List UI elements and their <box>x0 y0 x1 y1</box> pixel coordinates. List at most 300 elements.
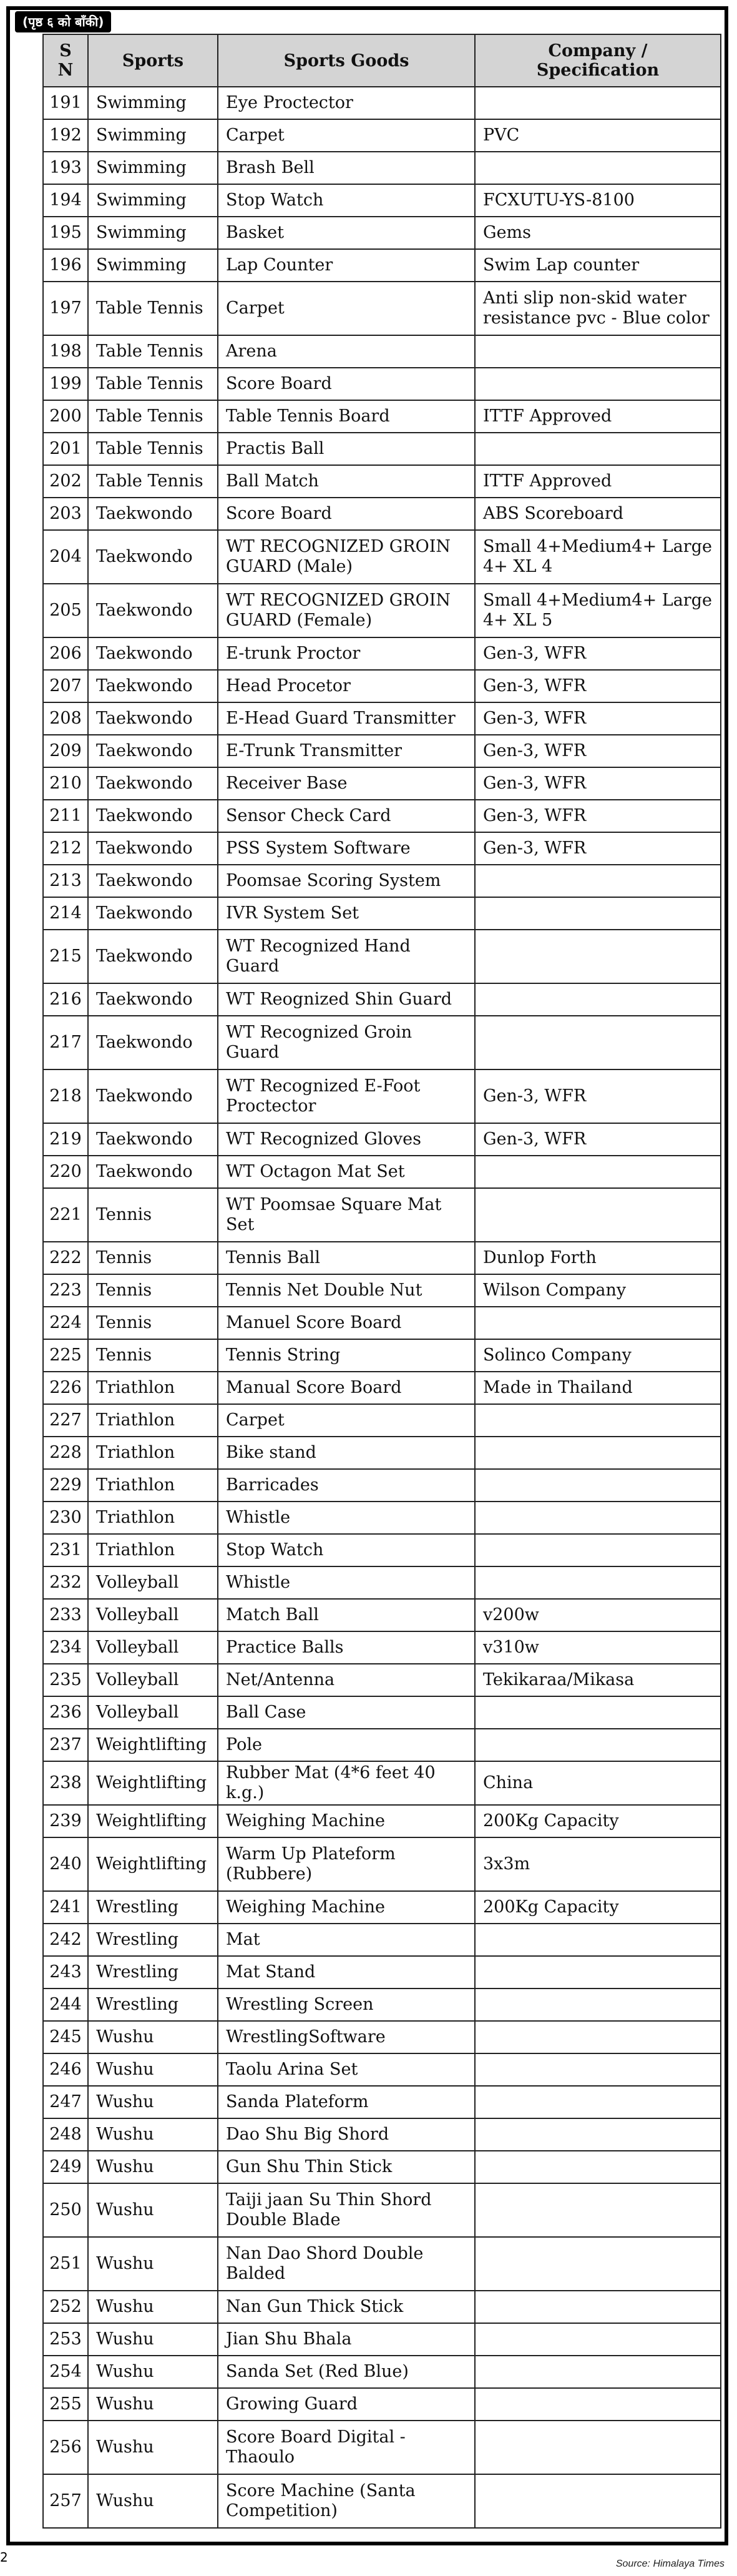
cell-goods: Lap Counter <box>218 249 475 282</box>
cell-sn: 199 <box>43 368 88 400</box>
cell-spec <box>475 2086 721 2118</box>
table-row <box>43 1534 721 1566</box>
table-frame <box>6 6 728 2545</box>
cell-spec <box>475 2118 721 2151</box>
cell-sport: Wushu <box>88 2053 218 2086</box>
table-row <box>43 767 721 800</box>
cell-goods: Bike stand <box>218 1437 475 1469</box>
cell-goods: Pole <box>218 1729 475 1761</box>
cell-sport: Volleyball <box>88 1696 218 1729</box>
cell-sn: 208 <box>43 702 88 735</box>
table-row <box>43 1123 721 1156</box>
cell-sport: Swimming <box>88 184 218 217</box>
cell-spec <box>475 1502 721 1534</box>
cell-spec: ITTF Approved <box>475 465 721 498</box>
cell-sn: 198 <box>43 335 88 368</box>
cell-sn: 229 <box>43 1469 88 1502</box>
cell-spec: Gen-3, WFR <box>475 1123 721 1156</box>
cell-goods: Gun Shu Thin Stick <box>218 2151 475 2183</box>
cell-goods: Warm Up Plateform (Rubbere) <box>218 1837 475 1891</box>
cell-sn: 211 <box>43 800 88 832</box>
cell-goods: WT Reognized Shin Guard <box>218 983 475 1016</box>
cell-sport: Swimming <box>88 217 218 249</box>
cell-sport: Taekwondo <box>88 767 218 800</box>
header-company-text: Company / Specification <box>536 41 660 80</box>
cell-goods: Growing Guard <box>218 2388 475 2421</box>
cell-sn: 200 <box>43 400 88 433</box>
cell-goods: Brash Bell <box>218 152 475 184</box>
cell-goods: WT Recognized E-Foot Proctector <box>218 1069 475 1123</box>
cell-sport: Taekwondo <box>88 1069 218 1123</box>
cell-sport: Volleyball <box>88 1631 218 1664</box>
cell-goods: Carpet <box>218 282 475 335</box>
cell-sn: 207 <box>43 670 88 702</box>
cell-spec <box>475 152 721 184</box>
cell-sport: Taekwondo <box>88 832 218 865</box>
cell-sport: Swimming <box>88 249 218 282</box>
table-row <box>43 152 721 184</box>
table-row <box>43 832 721 865</box>
cell-spec <box>475 2421 721 2474</box>
cell-goods: Barricades <box>218 1469 475 1502</box>
table-row <box>43 87 721 119</box>
cell-sport: Wushu <box>88 2151 218 2183</box>
cell-spec <box>475 368 721 400</box>
cell-goods: Sensor Check Card <box>218 800 475 832</box>
cell-spec <box>475 1696 721 1729</box>
cell-spec: Solinco Company <box>475 1339 721 1372</box>
table-row <box>43 1891 721 1924</box>
cell-sn: 251 <box>43 2237 88 2291</box>
cell-goods: Carpet <box>218 1404 475 1437</box>
cell-sn: 191 <box>43 87 88 119</box>
cell-spec: v310w <box>475 1631 721 1664</box>
cell-goods: Sanda Set (Red Blue) <box>218 2356 475 2388</box>
cell-goods: Poomsae Scoring System <box>218 865 475 897</box>
cell-goods: Mat Stand <box>218 1956 475 1989</box>
cell-spec <box>475 2356 721 2388</box>
cell-goods: WT Octagon Mat Set <box>218 1156 475 1188</box>
cell-goods: Weighing Machine <box>218 1805 475 1837</box>
cell-spec: ITTF Approved <box>475 400 721 433</box>
cell-sport: Taekwondo <box>88 498 218 530</box>
cell-sn: 224 <box>43 1307 88 1339</box>
cell-sport: Wrestling <box>88 1891 218 1924</box>
cell-spec <box>475 1404 721 1437</box>
cell-spec: Gen-3, WFR <box>475 702 721 735</box>
cell-sn: 247 <box>43 2086 88 2118</box>
cell-sport: Wushu <box>88 2021 218 2053</box>
table-row <box>43 2323 721 2356</box>
cell-sn: 245 <box>43 2021 88 2053</box>
table-row <box>43 1069 721 1123</box>
cell-spec <box>475 87 721 119</box>
cell-sn: 203 <box>43 498 88 530</box>
cell-sport: Tennis <box>88 1242 218 1274</box>
table-row <box>43 1016 721 1069</box>
cell-sn: 235 <box>43 1664 88 1696</box>
cell-sn: 212 <box>43 832 88 865</box>
cell-goods: Practice Balls <box>218 1631 475 1664</box>
cell-spec: Anti slip non-skid water resistance pvc - Blue color <box>475 282 721 335</box>
cell-spec <box>475 1729 721 1761</box>
cell-sport: Swimming <box>88 152 218 184</box>
cell-spec <box>475 930 721 983</box>
cell-goods: Nan Dao Shord Double Balded <box>218 2237 475 2291</box>
cell-sn: 252 <box>43 2291 88 2323</box>
cell-sn: 249 <box>43 2151 88 2183</box>
cell-goods: WT RECOGNIZED GROIN GUARD (Male) <box>218 530 475 584</box>
cell-goods: Practis Ball <box>218 433 475 465</box>
cell-sport: Swimming <box>88 87 218 119</box>
cell-goods: Dao Shu Big Shord <box>218 2118 475 2151</box>
cell-spec: Gen-3, WFR <box>475 637 721 670</box>
cell-sport: Table Tennis <box>88 335 218 368</box>
table-row <box>43 702 721 735</box>
table-row <box>43 1837 721 1891</box>
table-row <box>43 1664 721 1696</box>
cell-sn: 233 <box>43 1599 88 1631</box>
cell-sn: 256 <box>43 2421 88 2474</box>
cell-sn: 250 <box>43 2183 88 2237</box>
header-sn <box>43 34 88 87</box>
cell-sn: 254 <box>43 2356 88 2388</box>
cell-sport: Wushu <box>88 2086 218 2118</box>
cell-sn: 227 <box>43 1404 88 1437</box>
cell-spec: 200Kg Capacity <box>475 1891 721 1924</box>
cell-sport: Wushu <box>88 2237 218 2291</box>
table-row <box>43 637 721 670</box>
cell-spec <box>475 335 721 368</box>
header-row <box>43 34 721 87</box>
cell-sn: 222 <box>43 1242 88 1274</box>
cell-sport: Wushu <box>88 2118 218 2151</box>
table-row <box>43 400 721 433</box>
cell-sport: Triathlon <box>88 1502 218 1534</box>
cell-sn: 194 <box>43 184 88 217</box>
cell-sport: Triathlon <box>88 1404 218 1437</box>
cell-sn: 238 <box>43 1761 88 1805</box>
cell-sport: Taekwondo <box>88 930 218 983</box>
cell-goods: Wrestling Screen <box>218 1989 475 2021</box>
cell-spec <box>475 1924 721 1956</box>
cell-sport: Table Tennis <box>88 433 218 465</box>
cell-sn: 201 <box>43 433 88 465</box>
cell-spec <box>475 897 721 930</box>
cell-sport: Triathlon <box>88 1372 218 1404</box>
cell-goods: Score Board <box>218 498 475 530</box>
table-row <box>43 1956 721 1989</box>
cell-sn: 219 <box>43 1123 88 1156</box>
table-row <box>43 1761 721 1805</box>
table-row <box>43 1372 721 1404</box>
cell-goods: Stop Watch <box>218 184 475 217</box>
cell-sport: Taekwondo <box>88 637 218 670</box>
page-number: 2 <box>0 2550 8 2565</box>
cell-sport: Weightlifting <box>88 1761 218 1805</box>
cell-sport: Wushu <box>88 2183 218 2237</box>
table-row <box>43 1924 721 1956</box>
cell-sport: Wushu <box>88 2323 218 2356</box>
cell-sn: 234 <box>43 1631 88 1664</box>
cell-sn: 239 <box>43 1805 88 1837</box>
cell-sn: 216 <box>43 983 88 1016</box>
table-row <box>43 584 721 637</box>
cell-sn: 244 <box>43 1989 88 2021</box>
cell-spec: Small 4+Medium4+ Large 4+ XL 5 <box>475 584 721 637</box>
cell-spec: Made in Thailand <box>475 1372 721 1404</box>
cell-sn: 236 <box>43 1696 88 1729</box>
cell-sn: 240 <box>43 1837 88 1891</box>
table-row <box>43 1696 721 1729</box>
table-row <box>43 2021 721 2053</box>
cell-sn: 197 <box>43 282 88 335</box>
cell-goods: Whistle <box>218 1502 475 1534</box>
cell-spec: Gems <box>475 217 721 249</box>
sports-goods-table <box>42 34 721 2529</box>
table-row <box>43 530 721 584</box>
cell-sport: Taekwondo <box>88 1156 218 1188</box>
cell-goods: Sanda Plateform <box>218 2086 475 2118</box>
cell-sport: Table Tennis <box>88 465 218 498</box>
cell-goods: Tennis Net Double Nut <box>218 1274 475 1307</box>
cell-spec: Gen-3, WFR <box>475 767 721 800</box>
cell-sn: 226 <box>43 1372 88 1404</box>
cell-sport: Volleyball <box>88 1566 218 1599</box>
table-row <box>43 2183 721 2237</box>
cell-sn: 237 <box>43 1729 88 1761</box>
cell-sport: Volleyball <box>88 1599 218 1631</box>
cell-spec: Gen-3, WFR <box>475 1069 721 1123</box>
cell-goods: Carpet <box>218 119 475 152</box>
table-row <box>43 2356 721 2388</box>
cell-sn: 205 <box>43 584 88 637</box>
cell-goods: Taiji jaan Su Thin Shord Double Blade <box>218 2183 475 2237</box>
table-row <box>43 800 721 832</box>
cell-sn: 218 <box>43 1069 88 1123</box>
table-row <box>43 1437 721 1469</box>
cell-goods: Ball Case <box>218 1696 475 1729</box>
cell-sport: Tennis <box>88 1274 218 1307</box>
cell-sport: Taekwondo <box>88 800 218 832</box>
cell-sport: Taekwondo <box>88 865 218 897</box>
cell-sport: Taekwondo <box>88 983 218 1016</box>
cell-sn: 223 <box>43 1274 88 1307</box>
source-credit: Source: Himalaya Times <box>615 2559 725 2569</box>
cell-spec: Gen-3, WFR <box>475 670 721 702</box>
cell-spec <box>475 1956 721 1989</box>
cell-spec <box>475 2021 721 2053</box>
cell-sport: Wushu <box>88 2421 218 2474</box>
table-row <box>43 335 721 368</box>
cell-sport: Taekwondo <box>88 670 218 702</box>
cell-sn: 228 <box>43 1437 88 1469</box>
table-row <box>43 1274 721 1307</box>
table-row <box>43 1339 721 1372</box>
cell-goods: IVR System Set <box>218 897 475 930</box>
table-row <box>43 1502 721 1534</box>
cell-goods: Score Board Digital - Thaoulo <box>218 2421 475 2474</box>
cell-sn: 243 <box>43 1956 88 1989</box>
cell-sport: Tennis <box>88 1188 218 1242</box>
table-row <box>43 983 721 1016</box>
cell-goods: Rubber Mat (4*6 feet 40 k.g.) <box>218 1761 475 1805</box>
table-row <box>43 1805 721 1837</box>
cell-spec: PVC <box>475 119 721 152</box>
header-company <box>475 34 721 87</box>
cell-sn: 232 <box>43 1566 88 1599</box>
cell-sport: Triathlon <box>88 1437 218 1469</box>
cell-goods: WT Recognized Gloves <box>218 1123 475 1156</box>
cell-goods: E-Trunk Transmitter <box>218 735 475 767</box>
cell-spec <box>475 2237 721 2291</box>
table-body <box>43 87 721 2528</box>
cell-spec <box>475 2323 721 2356</box>
cell-spec: FCXUTU-YS-8100 <box>475 184 721 217</box>
table-row <box>43 735 721 767</box>
cell-spec <box>475 1307 721 1339</box>
table-row <box>43 897 721 930</box>
cell-spec: v200w <box>475 1599 721 1631</box>
cell-sport: Table Tennis <box>88 282 218 335</box>
cell-sport: Weightlifting <box>88 1837 218 1891</box>
cell-sport: Wrestling <box>88 1924 218 1956</box>
cell-sport: Weightlifting <box>88 1729 218 1761</box>
table-row <box>43 1469 721 1502</box>
cell-spec: Swim Lap counter <box>475 249 721 282</box>
cell-goods: Head Procetor <box>218 670 475 702</box>
cell-spec <box>475 2151 721 2183</box>
table-row <box>43 2053 721 2086</box>
cell-sn: 221 <box>43 1188 88 1242</box>
table-row <box>43 2118 721 2151</box>
cell-spec <box>475 433 721 465</box>
cell-spec <box>475 2291 721 2323</box>
cell-goods: Basket <box>218 217 475 249</box>
cell-sport: Triathlon <box>88 1534 218 1566</box>
table-row <box>43 368 721 400</box>
cell-spec: 200Kg Capacity <box>475 1805 721 1837</box>
table-row <box>43 2086 721 2118</box>
cell-goods: WrestlingSoftware <box>218 2021 475 2053</box>
cell-goods: E-trunk Proctor <box>218 637 475 670</box>
table-row <box>43 249 721 282</box>
cell-spec: China <box>475 1761 721 1805</box>
cell-sport: Taekwondo <box>88 584 218 637</box>
cell-sn: 231 <box>43 1534 88 1566</box>
cell-spec: Small 4+Medium4+ Large 4+ XL 4 <box>475 530 721 584</box>
cell-sn: 225 <box>43 1339 88 1372</box>
cell-sn: 253 <box>43 2323 88 2356</box>
cell-sport: Wushu <box>88 2388 218 2421</box>
cell-goods: Whistle <box>218 1566 475 1599</box>
cell-spec <box>475 2388 721 2421</box>
cell-sport: Volleyball <box>88 1664 218 1696</box>
cell-goods: E-Head Guard Transmitter <box>218 702 475 735</box>
table-row <box>43 498 721 530</box>
cell-goods: Arena <box>218 335 475 368</box>
cell-sn: 220 <box>43 1156 88 1188</box>
cell-sport: Taekwondo <box>88 530 218 584</box>
cell-sport: Swimming <box>88 119 218 152</box>
table-row <box>43 2291 721 2323</box>
cell-spec <box>475 1156 721 1188</box>
cell-goods: Score Board <box>218 368 475 400</box>
cell-spec <box>475 983 721 1016</box>
cell-sport: Taekwondo <box>88 1016 218 1069</box>
cell-sn: 213 <box>43 865 88 897</box>
cell-spec: Gen-3, WFR <box>475 800 721 832</box>
cell-spec <box>475 2474 721 2528</box>
cell-goods: Nan Gun Thick Stick <box>218 2291 475 2323</box>
cell-sport: Wushu <box>88 2291 218 2323</box>
cell-sn: 246 <box>43 2053 88 2086</box>
cell-spec: 3x3m <box>475 1837 721 1891</box>
cell-sn: 195 <box>43 217 88 249</box>
cell-goods: Net/Antenna <box>218 1664 475 1696</box>
cell-goods: PSS System Software <box>218 832 475 865</box>
table-row <box>43 282 721 335</box>
table-row <box>43 1599 721 1631</box>
cell-goods: WT Poomsae Square Mat Set <box>218 1188 475 1242</box>
table-row <box>43 2474 721 2528</box>
table-row <box>43 1188 721 1242</box>
cell-spec: Wilson Company <box>475 1274 721 1307</box>
table-row <box>43 119 721 152</box>
cell-goods: Weighing Machine <box>218 1891 475 1924</box>
cell-sn: 214 <box>43 897 88 930</box>
cell-sn: 241 <box>43 1891 88 1924</box>
cell-sn: 248 <box>43 2118 88 2151</box>
table-row <box>43 2388 721 2421</box>
table-row <box>43 670 721 702</box>
header-sports: Sports <box>88 34 218 87</box>
cell-goods: Score Machine (Santa Competition) <box>218 2474 475 2528</box>
cell-spec <box>475 1989 721 2021</box>
cell-spec: Tekikaraa/Mikasa <box>475 1664 721 1696</box>
table-row <box>43 465 721 498</box>
cell-goods: Manuel Score Board <box>218 1307 475 1339</box>
cell-goods: Tennis String <box>218 1339 475 1372</box>
cell-goods: Tennis Ball <box>218 1242 475 1274</box>
header-goods: Sports Goods <box>218 34 475 87</box>
cell-sn: 196 <box>43 249 88 282</box>
cell-sn: 192 <box>43 119 88 152</box>
cell-sport: Wushu <box>88 2474 218 2528</box>
cell-sn: 257 <box>43 2474 88 2528</box>
table-row <box>43 184 721 217</box>
cell-goods: Jian Shu Bhala <box>218 2323 475 2356</box>
cell-sn: 204 <box>43 530 88 584</box>
cell-spec <box>475 1188 721 1242</box>
cell-sn: 215 <box>43 930 88 983</box>
cell-sport: Wushu <box>88 2356 218 2388</box>
cell-sn: 210 <box>43 767 88 800</box>
header-sn-text: S N <box>57 41 74 80</box>
table-row <box>43 1156 721 1188</box>
cell-spec: Dunlop Forth <box>475 1242 721 1274</box>
table-row <box>43 1242 721 1274</box>
cell-goods: Taolu Arina Set <box>218 2053 475 2086</box>
cell-goods: Receiver Base <box>218 767 475 800</box>
cell-spec <box>475 1534 721 1566</box>
cell-goods: Match Ball <box>218 1599 475 1631</box>
cell-goods: Eye Proctector <box>218 87 475 119</box>
cell-goods: Mat <box>218 1924 475 1956</box>
cell-goods: WT Recognized Groin Guard <box>218 1016 475 1069</box>
cell-spec <box>475 1566 721 1599</box>
cell-spec: Gen-3, WFR <box>475 735 721 767</box>
